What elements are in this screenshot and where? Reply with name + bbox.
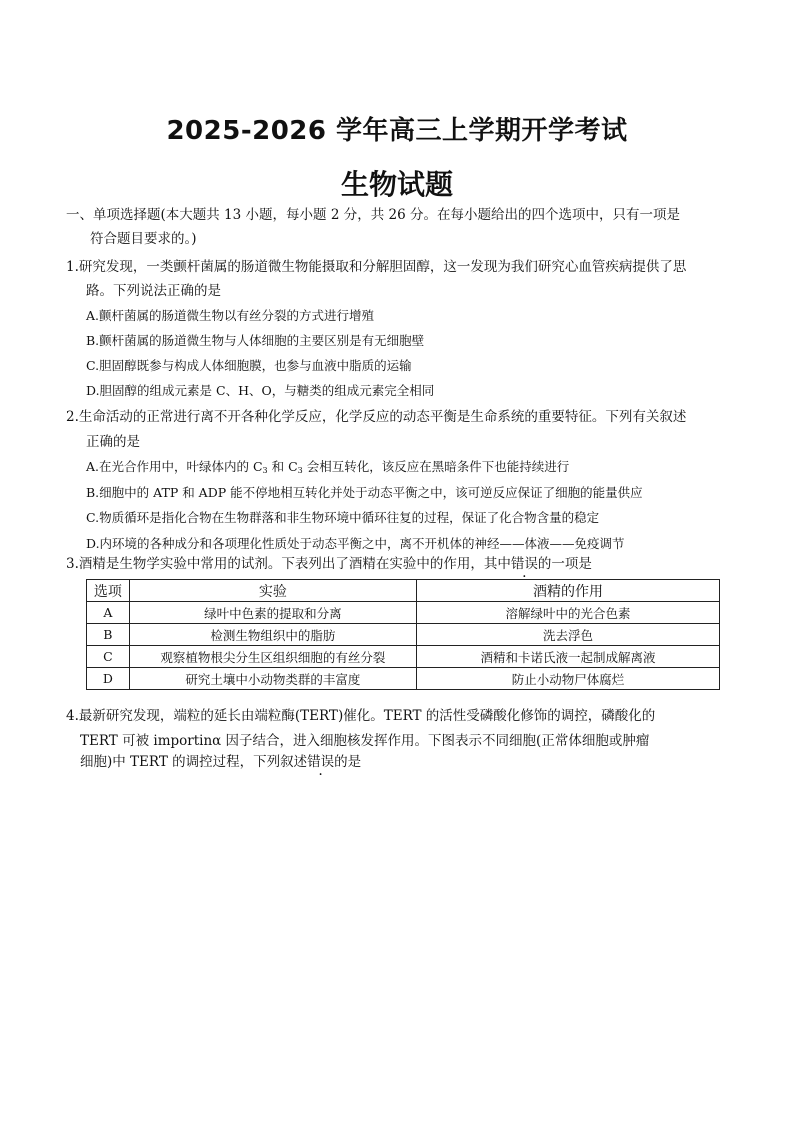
table-header-option: 选项 xyxy=(87,580,130,602)
table-cell-experiment: 绿叶中色素的提取和分离 xyxy=(129,602,416,624)
q2-option-a xyxy=(86,457,569,481)
q4-stem-end xyxy=(80,752,361,772)
q3-table xyxy=(86,579,720,690)
table-header-alcohol-role: 酒精的作用 xyxy=(416,580,719,602)
table-cell-role: 酒精和卡诺氏液一起制成解离液 xyxy=(416,646,719,668)
q2-option-c: C.物质循环是指化合物在生物群落和非生物环境中循环往复的过程，保证了化合物含量的稳定 xyxy=(86,510,600,525)
table-row xyxy=(87,668,720,690)
q2-a-sub2: 3 xyxy=(297,466,303,475)
q1-stem-cont: 路。下列说法正确的是 xyxy=(86,283,221,299)
table-row xyxy=(87,602,720,624)
table-cell-experiment: 观察植物根尖分生区组织细胞的有丝分裂 xyxy=(129,646,416,668)
q1-option-d: D.胆固醇的组成元素是 C、H、O，与糖类的组成元素完全相同 xyxy=(86,383,435,398)
q4-line3-emphasis: 错误 xyxy=(307,754,335,770)
table-cell-option: C xyxy=(87,646,130,668)
q4-line3-pre: 细胞)中 TERT 的调控过程，下列叙述 xyxy=(80,754,308,770)
exam-title: 2025-2026 学年高三上学期开学考试 xyxy=(166,116,628,146)
q1-option-b: B.颤杆菌属的肠道微生物与人体细胞的主要区别是有无细胞壁 xyxy=(86,333,425,348)
section-heading: 一、单项选择题(本大题共 13 小题，每小题 2 分，共 26 分。在每小题给出的四个选项中，只有一项是 xyxy=(66,207,680,223)
q1-option-a: A.颤杆菌属的肠道微生物以有丝分裂的方式进行增殖 xyxy=(86,308,375,323)
q2-a-post: 会相互转化，该反应在黑暗条件下也能持续进行 xyxy=(302,459,570,474)
q2-a-mid: 和 C xyxy=(267,459,298,474)
q2-option-d: D.内环境的各种成分和各项理化性质处于动态平衡之中，离不开机体的神经——体液——免疫调节 xyxy=(86,536,625,551)
table-cell-option: A xyxy=(87,602,130,624)
table-cell-option: B xyxy=(87,624,130,646)
table-header-experiment: 实验 xyxy=(129,580,416,602)
table-cell-experiment: 研究土壤中小动物类群的丰富度 xyxy=(129,668,416,690)
q3-stem-pre: 3.酒精是生物学实验中常用的试剂。下表列出了酒精在实验中的作用，其中 xyxy=(66,556,511,572)
table-cell-role: 洗去浮色 xyxy=(416,624,719,646)
q1-stem: 1.研究发现，一类颤杆菌属的肠道微生物能摄取和分解胆固醇，这一发现为我们研究心血管疾病提供了思 xyxy=(66,259,687,275)
q1-option-c: C.胆固醇既参与构成人体细胞膜，也参与血液中脂质的运输 xyxy=(86,358,412,373)
q2-stem-cont: 正确的是 xyxy=(86,434,140,450)
q2-option-b: B.细胞中的 ATP 和 ADP 能不停地相互转化并处于动态平衡之中，该可逆反应保证了细胞的能量供应 xyxy=(86,485,643,500)
q2-a-sub1: 3 xyxy=(262,466,268,475)
q2-a-pre: A.在光合作用中，叶绿体内的 C xyxy=(86,459,263,474)
table-row xyxy=(87,624,720,646)
q3-stem-post: 的一项是 xyxy=(537,556,592,572)
q4-line3-post: 的是 xyxy=(334,754,362,770)
section-heading-cont: 符合题目要求的。) xyxy=(90,231,197,247)
table-row xyxy=(87,646,720,668)
table-cell-role: 溶解绿叶中的光合色素 xyxy=(416,602,719,624)
table-cell-experiment: 检测生物组织中的脂肪 xyxy=(129,624,416,646)
subject-title: 生物试题 xyxy=(340,168,453,201)
q4-stem: 4.最新研究发现，端粒的延长由端粒酶(TERT)催化。TERT 的活性受磷酸化修饰的调控，磷酸化的 xyxy=(66,708,656,724)
q4-stem-cont: TERT 可被 importinα 因子结合，进入细胞核发挥作用。下图表示不同细胞(正常体细胞或肿瘤 xyxy=(80,733,650,749)
q3-stem-emphasis: 错误 xyxy=(510,556,538,572)
q2-stem: 2.生命活动的正常进行离不开各种化学反应，化学反应的动态平衡是生命系统的重要特征。下列有关叙述 xyxy=(66,409,687,425)
table-header-row xyxy=(87,580,720,602)
q3-stem xyxy=(66,554,592,574)
table-cell-option: D xyxy=(87,668,130,690)
table-cell-role: 防止小动物尸体腐烂 xyxy=(416,668,719,690)
